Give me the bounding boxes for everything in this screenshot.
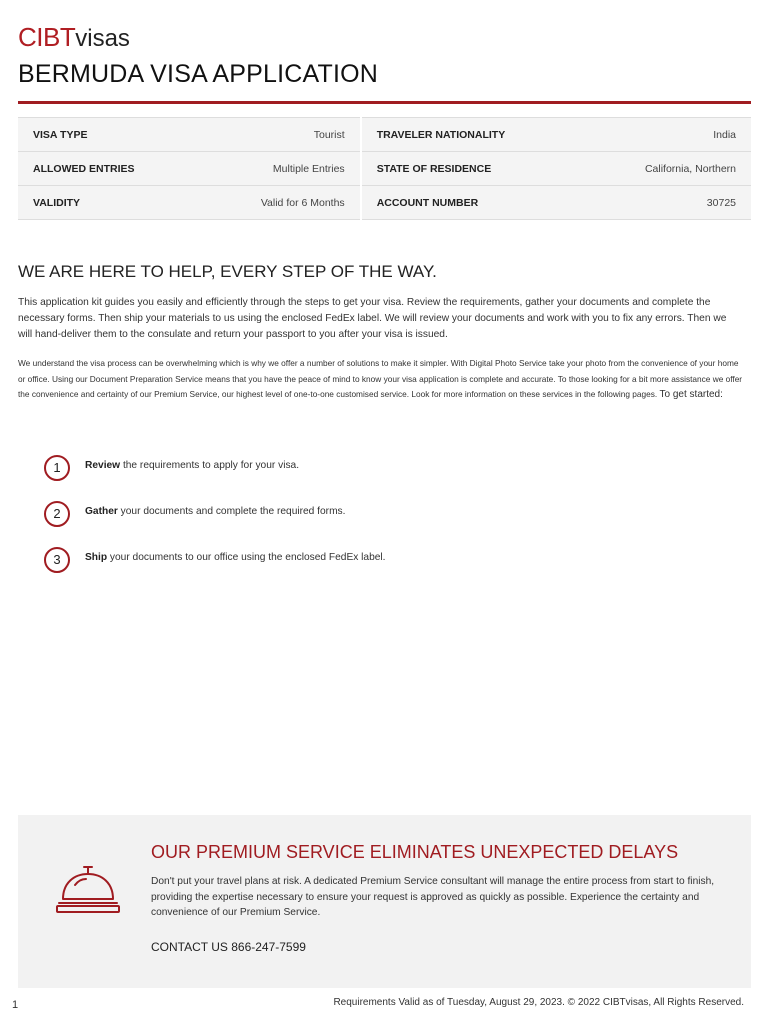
- state-of-residence-value: California, Northern: [583, 152, 751, 186]
- step-number-badge: 1: [44, 455, 70, 481]
- page-title: BERMUDA VISA APPLICATION: [18, 60, 379, 88]
- step-keyword: Gather: [85, 506, 118, 517]
- table-row: [18, 152, 751, 186]
- premium-service-panel: [18, 815, 751, 988]
- logo-suffix: visas: [75, 25, 130, 52]
- step-keyword: Ship: [85, 552, 108, 563]
- account-number-label: ACCOUNT NUMBER: [361, 186, 583, 220]
- validity-label: VALIDITY: [18, 186, 201, 220]
- services-text: We understand the visa process can be overwhelming which is why we offer a number of solutions to make it simpler. With Digital Photo Service take your photo from the convenience of your home or office. Using our Document Preparation Service means that you have the peace of mind to know your visa application is complete and accurate. To those looking for a bit more assistance we offer the convenience and certainty of our Premium Service, our highest level of one-to-one customised service. Look for more information on these services in the following pages.: [18, 358, 743, 400]
- allowed-entries-label: ALLOWED ENTRIES: [18, 152, 201, 186]
- step-text: [85, 460, 299, 471]
- page-number: 1: [12, 999, 19, 1011]
- table-row: [18, 186, 751, 220]
- title-divider: [18, 101, 751, 104]
- step-keyword: Review: [85, 460, 121, 471]
- step-description: the requirements to apply for your visa.: [120, 460, 300, 471]
- traveler-nationality-value: India: [583, 118, 751, 152]
- visa-type-value: Tourist: [201, 118, 361, 152]
- state-of-residence-label: STATE OF RESIDENCE: [361, 152, 583, 186]
- traveler-nationality-label: TRAVELER NATIONALITY: [361, 118, 583, 152]
- visa-type-label: VISA TYPE: [18, 118, 201, 152]
- contact-phone[interactable]: CONTACT US 866-247-7599: [151, 940, 306, 954]
- validity-value: Valid for 6 Months: [201, 186, 361, 220]
- service-bell-icon: [55, 865, 121, 917]
- cibtvisas-logo: [18, 22, 130, 50]
- footer-note: Requirements Valid as of Tuesday, August 29, 2023. © 2022 CIBTvisas, All Rights Reserved.: [333, 997, 744, 1008]
- table-row: [18, 118, 751, 152]
- services-paragraph: [18, 356, 744, 403]
- premium-description: Don't put your travel plans at risk. A dedicated Premium Service consultant will manage the entire process from start to finish, providing the expertise necessary to ensure your request is approved as quickly as possible. Experience the certainty and convenience of our Premium Service.: [151, 876, 715, 919]
- premium-title: OUR PREMIUM SERVICE ELIMINATES UNEXPECTED DELAYS: [151, 842, 679, 862]
- step-description: your documents to our office using the enclosed FedEx label.: [107, 552, 386, 563]
- step-text: [85, 552, 386, 563]
- step-text: [85, 506, 345, 517]
- visa-info-table: [18, 117, 751, 220]
- logo-brand: CIBT: [18, 22, 76, 52]
- help-heading: WE ARE HERE TO HELP, EVERY STEP OF THE WAY.: [18, 262, 437, 281]
- account-number-value: 30725: [583, 186, 751, 220]
- step-number-badge: 3: [44, 547, 70, 573]
- step-number-badge: 2: [44, 501, 70, 527]
- allowed-entries-value: Multiple Entries: [201, 152, 361, 186]
- step-description: your documents and complete the required forms.: [117, 506, 346, 517]
- get-started-text: To get started:: [659, 389, 723, 401]
- intro-paragraph: This application kit guides you easily and efficiently through the steps to get your visa. Review the requirements, gather your documents and complete the necessary forms. Then ship your materials to us using the enclosed FedEx label. We will review your documents and work with you to fix any errors. Then we will hand-deliver them to the consulate and return your passport to you after your visa is issued.: [18, 297, 727, 340]
